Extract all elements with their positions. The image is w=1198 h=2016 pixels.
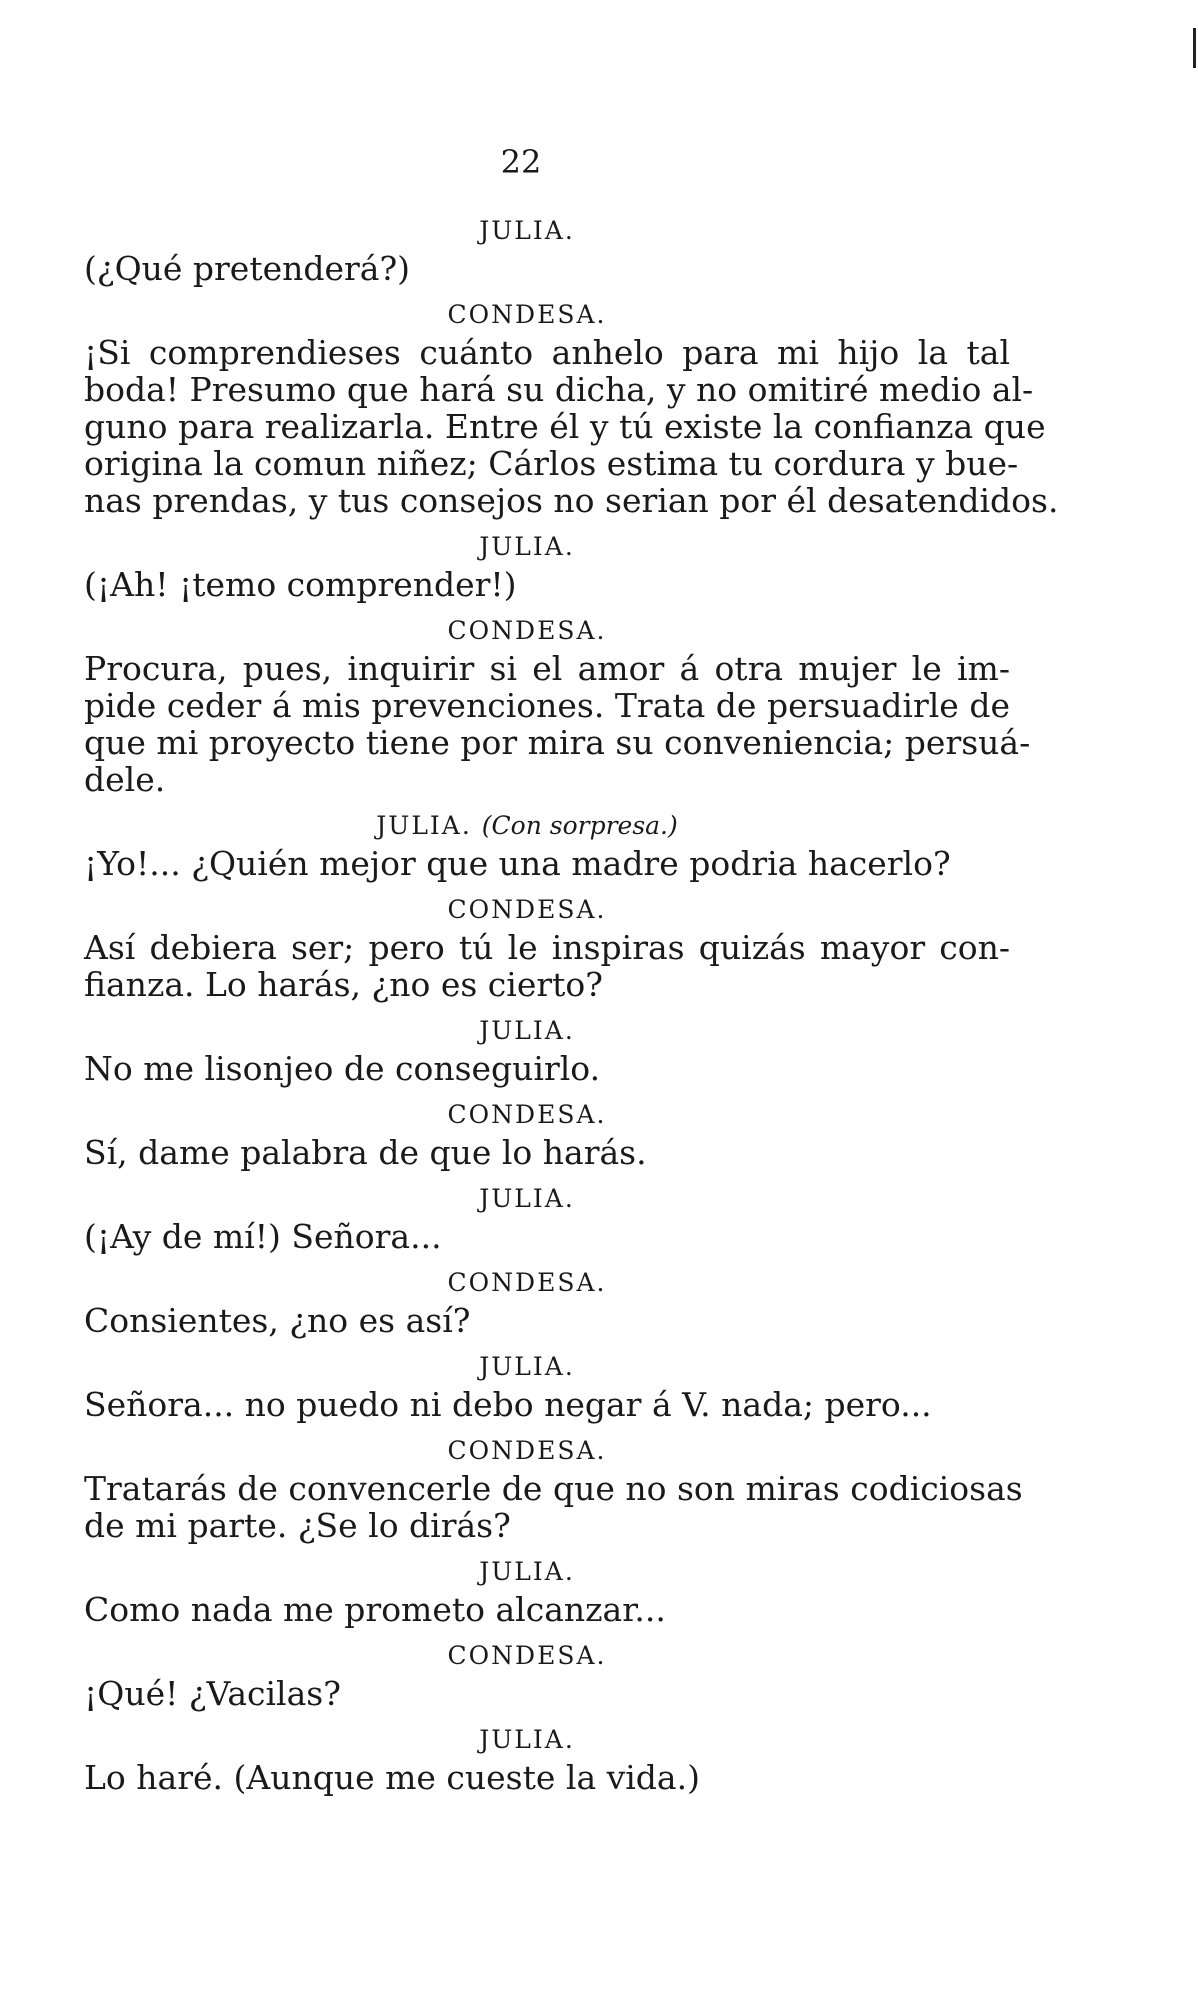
- dialogue-paragraph: [84, 929, 1010, 1003]
- dialogue-line: (¿Qué pretenderá?): [84, 249, 411, 288]
- speaker-name: JULIA.: [479, 216, 575, 245]
- dialogue-paragraph: [84, 1469, 1023, 1545]
- dialogue-paragraph: [84, 1386, 1010, 1423]
- dialogue-line: de mi parte. ¿Se lo dirás?: [84, 1506, 511, 1545]
- dialogue-line: ¡Qué! ¿Vacilas?: [84, 1674, 341, 1713]
- speaker-name: CONDESA.: [447, 1436, 607, 1465]
- dialogue-paragraph: [84, 649, 1031, 799]
- dialogue-paragraph: [84, 1759, 1010, 1796]
- dialogue-line: guno para realizarla. Entre él y tú existe la confianza que: [84, 407, 1046, 446]
- dialogue-line: dele.: [84, 760, 166, 799]
- dialogue-paragraph: [84, 1050, 1010, 1087]
- scan-edge-mark: [1193, 28, 1196, 68]
- dialogue-line: Procura, pues, inquirir si el amor á otra mujer le im-: [84, 649, 1010, 688]
- dialogue-line: Sí, dame palabra de que lo harás.: [84, 1133, 647, 1172]
- dialogue-line: que mi proyecto tiene por mira su conveniencia; persuá-: [84, 723, 1031, 762]
- dialogue-line: ¡Si comprendieses cuánto anhelo para mi hijo la tal: [84, 333, 1010, 372]
- speaker-name: JULIA.: [479, 1016, 575, 1045]
- page-number: 22: [500, 143, 542, 181]
- speaker-name: CONDESA.: [447, 300, 607, 329]
- dialogue-line: origina la comun niñez; Cárlos estima tu cordura y bue-: [84, 444, 1019, 483]
- speaker-name: CONDESA.: [447, 1268, 607, 1297]
- dialogue-paragraph: [84, 333, 1059, 520]
- speaker-name: CONDESA.: [447, 616, 607, 645]
- dialogue-paragraph: [84, 845, 1010, 882]
- speaker-name: JULIA.: [479, 1557, 575, 1586]
- speaker-name: JULIA.: [479, 532, 575, 561]
- dialogue-line: (¡Ay de mí!) Señora...: [84, 1217, 442, 1256]
- dialogue-line: nas prendas, y tus consejos no serian por él desatendidos.: [84, 481, 1059, 520]
- dialogue-line: fianza. Lo harás, ¿no es cierto?: [84, 965, 603, 1004]
- speaker-name: CONDESA.: [447, 1100, 607, 1129]
- dialogue-paragraph: [84, 1302, 1010, 1339]
- dialogue-line: boda! Presumo que hará su dicha, y no omitiré medio al-: [84, 370, 1034, 409]
- stage-direction: (Con sorpresa.): [481, 811, 678, 840]
- dialogue-line: Señora... no puedo ni debo negar á V. nada; pero...: [84, 1385, 932, 1424]
- dialogue-paragraph: [84, 1218, 1010, 1255]
- dialogue-line: Como nada me prometo alcanzar...: [84, 1590, 666, 1629]
- dialogue-text: [84, 212, 1059, 1805]
- dialogue-line: ¡Yo!... ¿Quién mejor que una madre podria hacerlo?: [84, 844, 951, 883]
- dialogue-paragraph: [84, 250, 1010, 287]
- dialogue-line: (¡Ah! ¡temo comprender!): [84, 565, 517, 604]
- dialogue-line: Lo haré. (Aunque me cueste la vida.): [84, 1758, 700, 1797]
- speaker-name: CONDESA.: [447, 895, 607, 924]
- dialogue-paragraph: [84, 566, 1010, 603]
- speaker-name: JULIA.: [479, 1352, 575, 1381]
- dialogue-paragraph: [84, 1134, 1010, 1171]
- speaker-name: JULIA. (Con sorpresa.): [376, 811, 678, 840]
- speaker-name: JULIA.: [479, 1184, 575, 1213]
- dialogue-paragraph: [84, 1591, 1010, 1628]
- dialogue-line: Así debiera ser; pero tú le inspiras quizás mayor con-: [84, 928, 1010, 967]
- dialogue-line: Tratarás de convencerle de que no son miras codiciosas: [84, 1469, 1023, 1508]
- speaker-name: CONDESA.: [447, 1641, 607, 1670]
- dialogue-line: Consientes, ¿no es así?: [84, 1301, 471, 1340]
- dialogue-line: No me lisonjeo de conseguirlo.: [84, 1049, 601, 1088]
- speaker-name: JULIA.: [479, 1725, 575, 1754]
- dialogue-paragraph: [84, 1675, 1010, 1712]
- dialogue-line: pide ceder á mis prevenciones. Trata de persuadirle de: [84, 686, 1010, 725]
